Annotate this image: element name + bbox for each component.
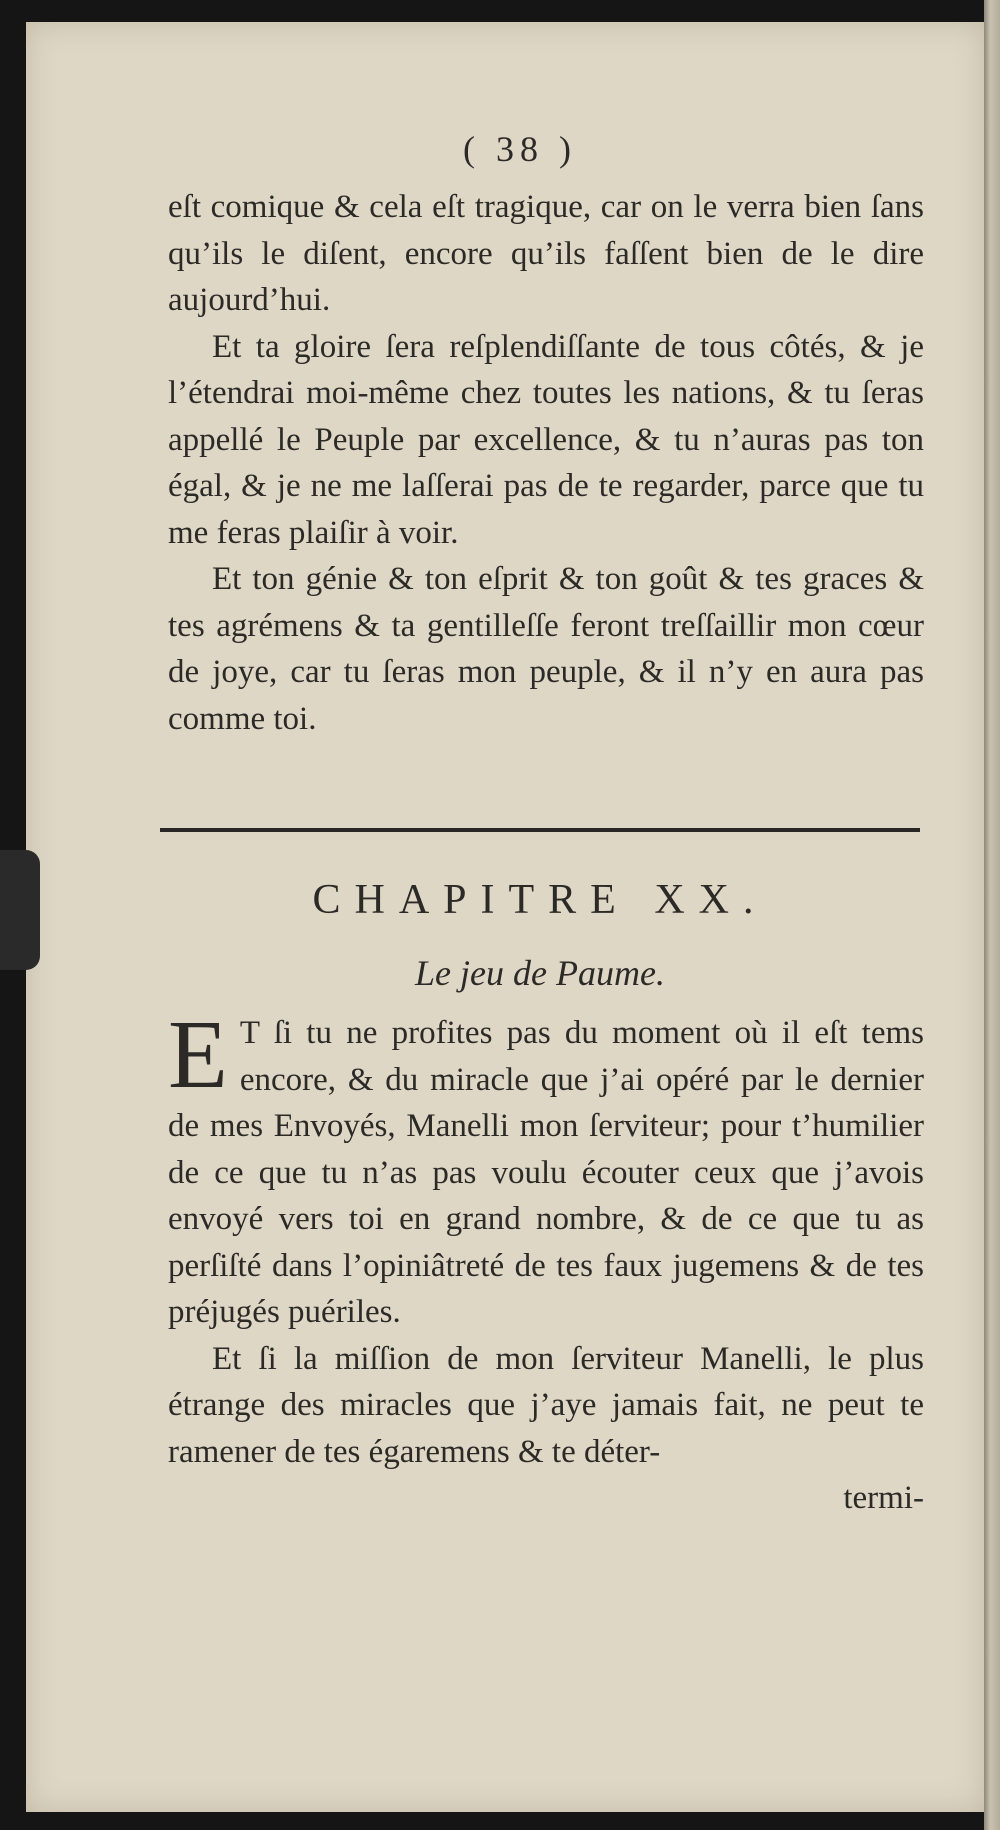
section-rule [160,828,920,832]
book-clip [0,850,40,970]
chapter-text-block [168,1001,924,1522]
catchword: termi- [843,1480,924,1516]
paragraph: Et ſi la miſſion de mon ſerviteur Manelli, le plus étrange des miracles que j’aye jamais fait, ne peut te ramener de tes égaremens & te déter- [168,1340,924,1470]
paragraph: Et ton génie & ton eſprit & ton goût & tes graces & tes agrémens & ta gentilleſſe feront treſſaillir mon cœur de joye, car tu ſeras mon peuple, & il n’y en aura pas comme toi. [168,561,924,737]
chapter-title: CHAPITRE XX. [312,877,768,923]
page-edge [984,0,1000,1830]
chapter-paragraph-first [168,1001,924,1336]
page-number: ( 38 ) [463,129,577,169]
first-paragraph-text: T ſi tu ne profites pas du moment où il eſt tems encore, & du miracle que j’ai opéré par le dernier de mes Envoyés, Manelli mon ſerviteur; pour t’humilier de ce que tu n’as pas voulu écouter ceux que j’avois envoyé vers toi en grand nombre, & de ce que tu as perſiſté dans l’opiniâtreté de tes faux jugemens & de tes préjugés puériles. [168,1015,924,1330]
paragraph: Et ta gloire ſera reſplendiſſante de tous côtés, & je l’étendrai moi-même chez toutes les nations, & tu ſeras appellé le Peuple par excellence, & tu n’auras pas ton égal, & je ne me laſſerai pas de te regarder, parce que tu me feras plaiſir à voir. [168,328,924,551]
drop-cap: E [168,1001,228,1109]
paragraph-continuation: eſt comique & cela eſt tragique, car on le verra bien ſans qu’ils le diſent, encore qu’ils faſſent bien de le dire aujourd’hui. [168,189,924,318]
chapter-subtitle: Le jeu de Paume. [415,953,665,993]
top-text-block [168,184,924,742]
